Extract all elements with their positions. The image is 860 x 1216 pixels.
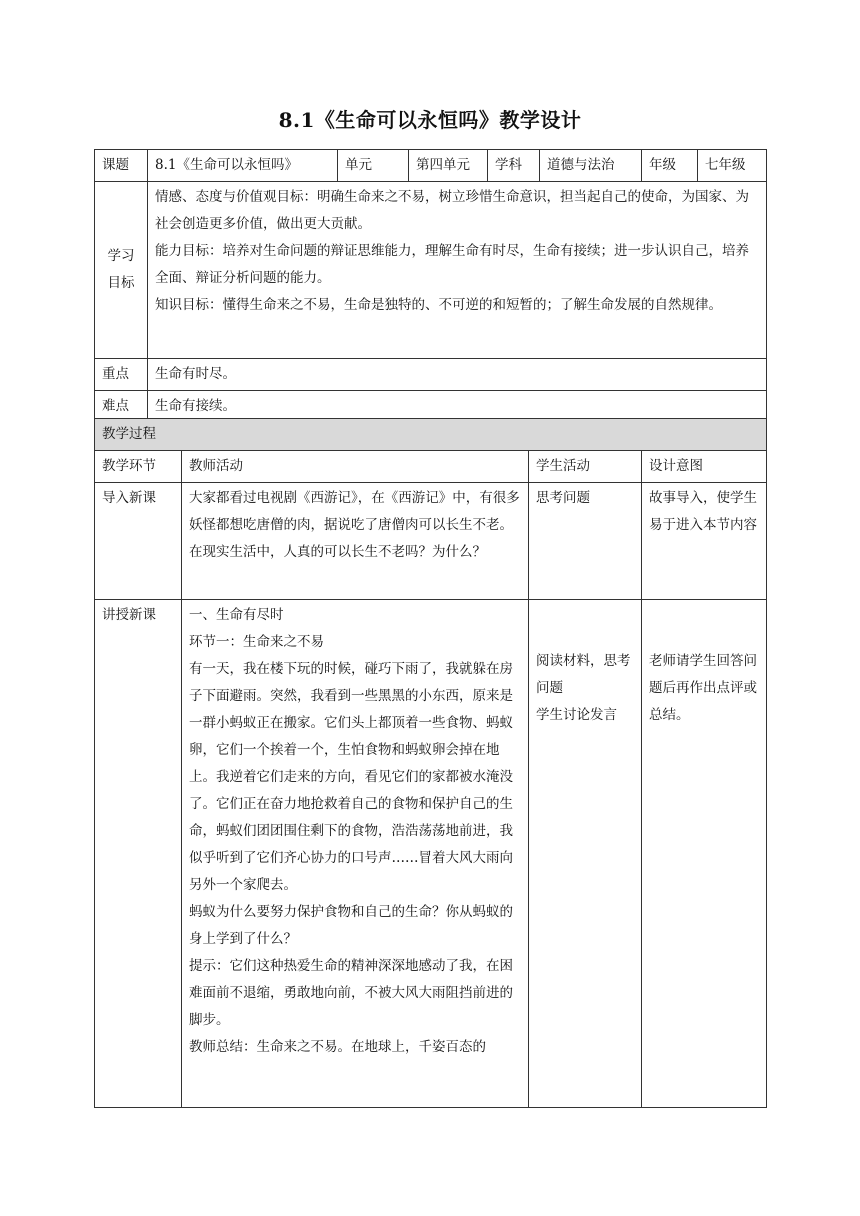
course-label: 课题 bbox=[95, 150, 148, 182]
difficulty-value: 生命有接续。 bbox=[148, 391, 767, 423]
subject-value: 道德与法治 bbox=[540, 150, 642, 182]
objective-item: 能力目标：培养对生命问题的辩证思维能力，理解生命有时尽，生命有接续；进一步认识自己，培养全面、辩证分析问题的能力。 bbox=[155, 243, 749, 286]
grade-label: 年级 bbox=[642, 150, 698, 182]
column-header: 教师活动 bbox=[182, 451, 529, 483]
teacher-activity-cell bbox=[182, 600, 529, 1108]
unit-value: 第四单元 bbox=[409, 150, 488, 182]
student-paragraph: 阅读材料，思考问题 bbox=[536, 653, 631, 696]
process-header: 教学过程 bbox=[95, 419, 767, 451]
student-paragraph: 学生讨论发言 bbox=[536, 707, 617, 723]
unit-label: 单元 bbox=[338, 150, 409, 182]
teacher-paragraph: 一、生命有尽时 bbox=[189, 607, 284, 623]
objectives-content bbox=[148, 182, 767, 359]
column-header: 学生活动 bbox=[529, 451, 642, 483]
difficulty-label: 难点 bbox=[95, 391, 148, 423]
teacher-paragraph: 环节一：生命来之不易 bbox=[189, 634, 324, 650]
teacher-paragraph: 教师总结：生命来之不易。在地球上，千姿百态的 bbox=[189, 1039, 486, 1055]
design-intent-cell: 故事导入，使学生易于进入本节内容 bbox=[642, 483, 767, 600]
grade-value: 七年级 bbox=[698, 150, 767, 182]
teacher-activity-cell bbox=[182, 483, 529, 600]
key-point-value: 生命有时尽。 bbox=[148, 359, 767, 391]
stage-cell: 导入新课 bbox=[95, 483, 182, 600]
table-row bbox=[95, 600, 767, 1108]
student-activity-cell bbox=[529, 600, 642, 1108]
student-activity-cell bbox=[529, 483, 642, 600]
teacher-paragraph: 有一天，我在楼下玩的时候，碰巧下雨了，我就躲在房子下面避雨。突然，我看到一些黑黑的小东西，原来是一群小蚂蚁正在搬家。它们头上都顶着一些食物、蚂蚁卵，它们一个挨着一个，生怕食物和蚂蚁卵会掉在地上。我逆着它们走来的方向，看见它们的家都被水淹没了。它们正在奋力地抢救着自己的食物和保护自己的生命，蚂蚁们团团围住剩下的食物，浩浩荡荡地前进，我似乎听到了它们齐心协力的口号声……冒着大风大雨向另外一个家爬去。 bbox=[189, 661, 513, 893]
course-value: 8.1《生命可以永恒吗》 bbox=[148, 150, 338, 182]
design-intent-cell: 老师请学生回答问题后再作出点评或总结。 bbox=[642, 600, 767, 1108]
student-paragraph: 思考问题 bbox=[536, 490, 590, 506]
process-table bbox=[94, 418, 767, 1108]
stage-cell: 讲授新课 bbox=[95, 600, 182, 1108]
teacher-paragraph: 蚂蚁为什么要努力保护食物和自己的生命？你从蚂蚁的身上学到了什么？ bbox=[189, 904, 513, 947]
table-row bbox=[95, 483, 767, 600]
teacher-paragraph: 提示：它们这种热爱生命的精神深深地感动了我，在困难面前不退缩，勇敢地向前，不被大风大雨阻挡前进的脚步。 bbox=[189, 958, 513, 1028]
column-header: 教学环节 bbox=[95, 451, 182, 483]
objectives-label: 学习目标 bbox=[95, 182, 148, 359]
key-point-label: 重点 bbox=[95, 359, 148, 391]
info-table bbox=[94, 149, 767, 423]
teacher-paragraph: 大家都看过电视剧《西游记》，在《西游记》中，有很多妖怪都想吃唐僧的肉，据说吃了唐僧肉可以长生不老。在现实生活中，人真的可以长生不老吗？为什么？ bbox=[189, 490, 520, 560]
page-title: 8.1《生命可以永恒吗》教学设计 bbox=[278, 108, 582, 132]
objective-item: 情感、态度与价值观目标：明确生命来之不易，树立珍惜生命意识，担当起自己的使命，为国家、为社会创造更多价值，做出更大贡献。 bbox=[155, 189, 749, 232]
subject-label: 学科 bbox=[488, 150, 540, 182]
objective-item: 知识目标：懂得生命来之不易，生命是独特的、不可逆的和短暂的；了解生命发展的自然规律。 bbox=[155, 297, 722, 313]
column-header: 设计意图 bbox=[642, 451, 767, 483]
